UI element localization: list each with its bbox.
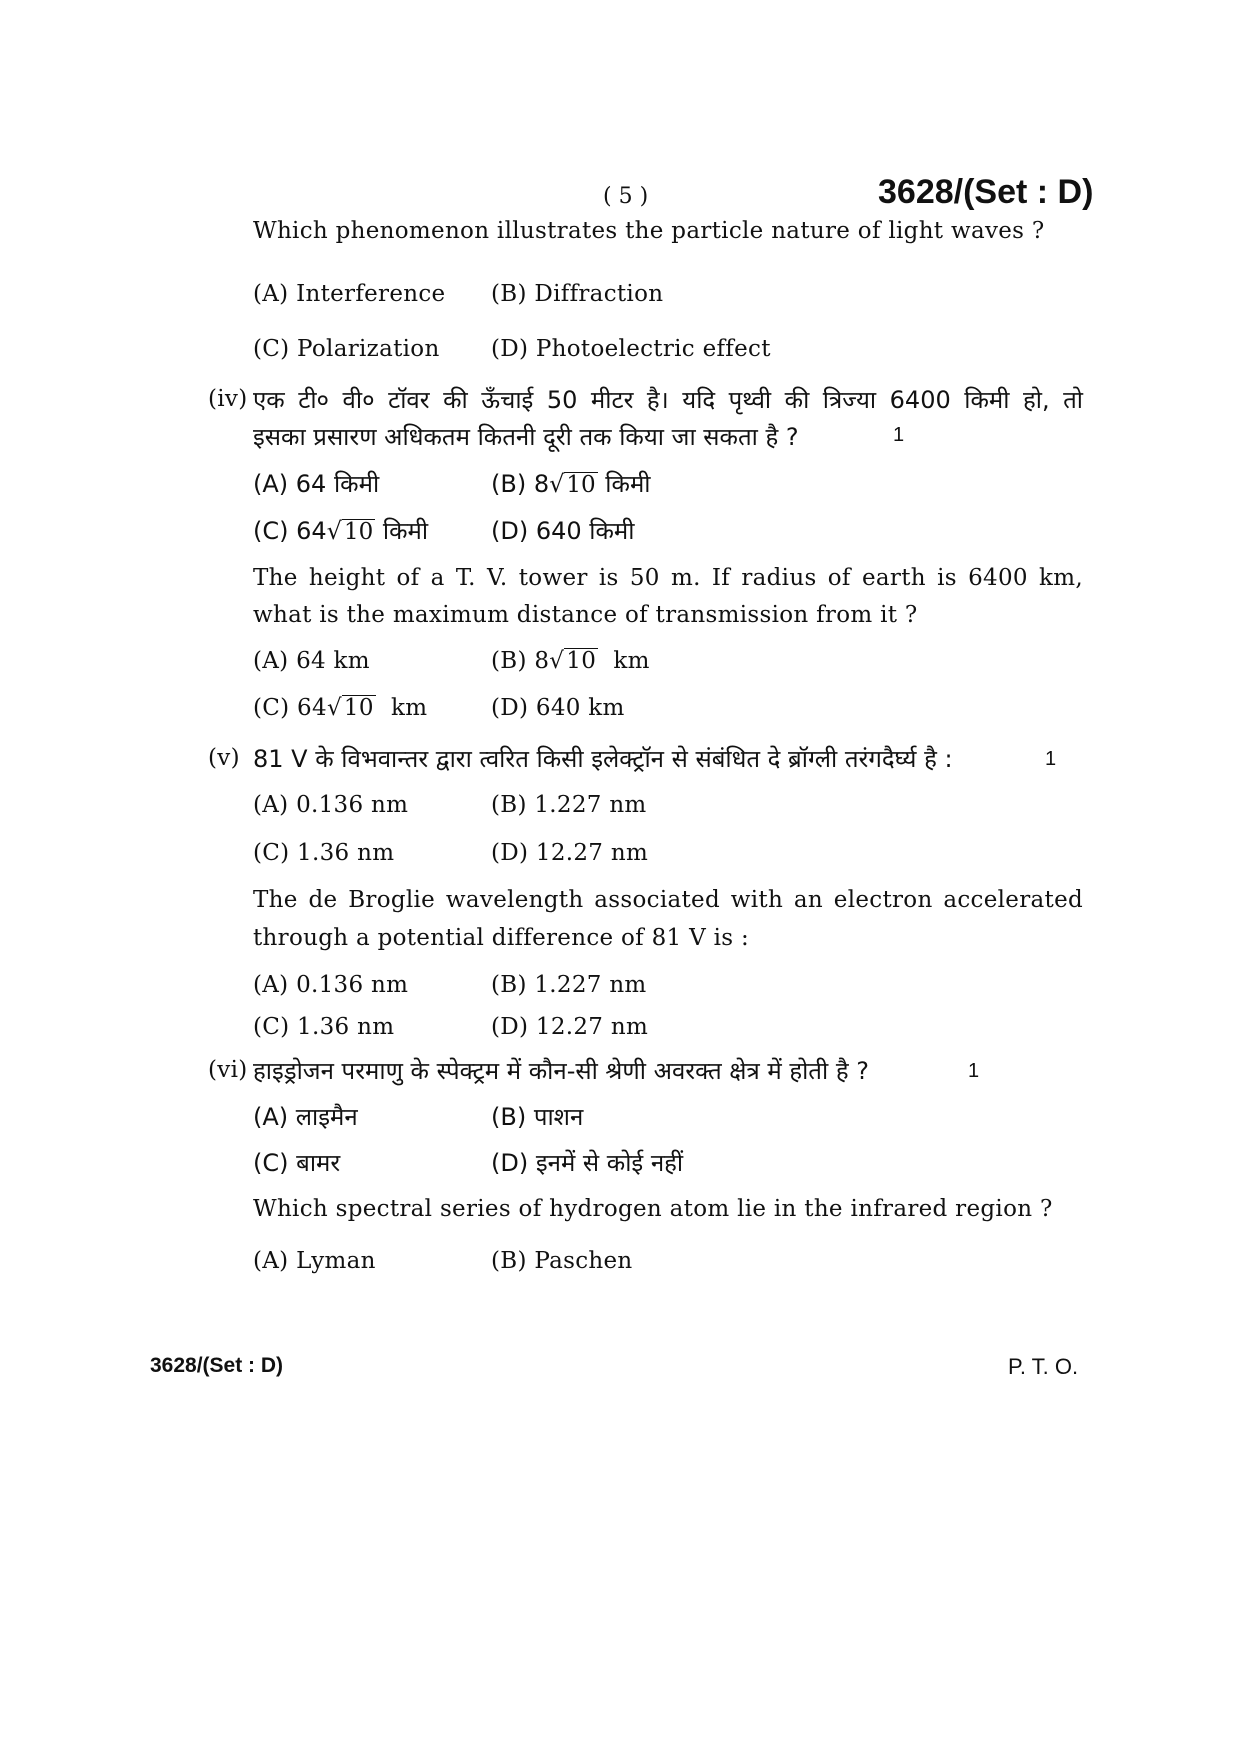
radicand: 10 <box>566 472 596 498</box>
question-text-hindi: एक टी० वी० टॉवर की ऊँचाई 50 मीटर है। यदि पृथ्वी की त्रिज्या 6400 किमी हो, तो <box>253 386 1083 414</box>
option-c-prefix: (C) 64 <box>253 695 327 721</box>
question-text: The height of a T. V. tower is 50 m. If radius of earth is 6400 km, <box>253 565 1083 591</box>
radicand: 10 <box>566 648 597 674</box>
option-a: (A) Lyman <box>253 1248 376 1274</box>
marks: 1 <box>1045 748 1057 770</box>
question-text: Which spectral series of hydrogen atom lie in the infrared region ? <box>253 1196 1053 1222</box>
option-b <box>491 648 650 674</box>
option-c: (C) बामर <box>253 1149 341 1177</box>
option-b: (B) Paschen <box>491 1248 633 1274</box>
option-b: (B) Diffraction <box>491 281 664 307</box>
marks: 1 <box>893 424 905 446</box>
option-c: (C) Polarization <box>253 336 440 362</box>
question-number: (vi) <box>208 1057 248 1083</box>
radical-sign: √ <box>326 695 342 721</box>
option-c-unit: किमी <box>375 517 429 545</box>
question-text: Which phenomenon illustrates the particle nature of light waves ? <box>253 218 1045 244</box>
option-d: (D) 12.27 nm <box>491 1014 649 1040</box>
option-d: (D) 12.27 nm <box>491 840 649 866</box>
option-b: (B) 1.227 nm <box>491 972 647 998</box>
option-c-prefix: (C) 64 <box>253 517 327 545</box>
question-text: what is the maximum distance of transmission from it ? <box>253 602 918 628</box>
option-d: (D) Photoelectric effect <box>491 336 771 362</box>
marks: 1 <box>968 1060 980 1082</box>
option-b-prefix: (B) 8 <box>491 648 550 674</box>
question-number: (iv) <box>208 386 248 412</box>
option-a: (A) 0.136 nm <box>253 792 409 818</box>
option-c <box>253 514 428 547</box>
question-text: The de Broglie wavelength associated with an electron accelerated <box>253 887 1083 913</box>
option-b: (B) पाशन <box>491 1103 584 1131</box>
option-a: (A) 64 किमी <box>253 470 380 498</box>
question-text-hindi: 81 V के विभवान्तर द्वारा त्वरित किसी इलेक्ट्रॉन से संबंधित दे ब्रॉग्ली तरंगदैर्घ्य है : <box>253 745 953 773</box>
pto-label: P. T. O. <box>1008 1354 1079 1379</box>
option-a: (A) 0.136 nm <box>253 972 409 998</box>
option-b-unit: किमी <box>597 470 651 498</box>
radical-sign: √ <box>549 470 565 498</box>
question-number: (v) <box>208 745 240 771</box>
option-b <box>491 467 651 500</box>
option-c: (C) 1.36 nm <box>253 840 395 866</box>
option-c <box>253 695 427 721</box>
option-d: (D) 640 किमी <box>491 517 635 545</box>
radical-sign: √ <box>326 517 342 545</box>
option-a: (A) 64 km <box>253 648 370 674</box>
paper-code-header: 3628/(Set : D) <box>878 173 1094 211</box>
option-d: (D) इनमें से कोई नहीं <box>491 1149 684 1177</box>
option-b: (B) 1.227 nm <box>491 792 647 818</box>
question-text: through a potential difference of 81 V is : <box>253 925 750 951</box>
option-b-prefix: (B) 8 <box>491 470 550 498</box>
question-text-hindi: हाइड्रोजन परमाणु के स्पेक्ट्रम में कौन-सी श्रेणी अवरक्त क्षेत्र में होती है ? <box>253 1057 869 1085</box>
paper-code-footer: 3628/(Set : D) <box>150 1354 284 1377</box>
radicand: 10 <box>343 695 374 721</box>
option-c: (C) 1.36 nm <box>253 1014 395 1040</box>
radical-sign: √ <box>549 648 565 674</box>
option-a: (A) लाइमैन <box>253 1103 358 1131</box>
radicand: 10 <box>343 519 374 545</box>
option-d: (D) 640 km <box>491 695 625 721</box>
option-c-unit: km <box>375 695 428 721</box>
option-a: (A) Interference <box>253 281 446 307</box>
page-number: ( 5 ) <box>603 184 649 209</box>
question-text-hindi: इसका प्रसारण अधिकतम कितनी दूरी तक किया जा सकता है ? <box>253 423 799 451</box>
option-b-unit: km <box>598 648 650 674</box>
